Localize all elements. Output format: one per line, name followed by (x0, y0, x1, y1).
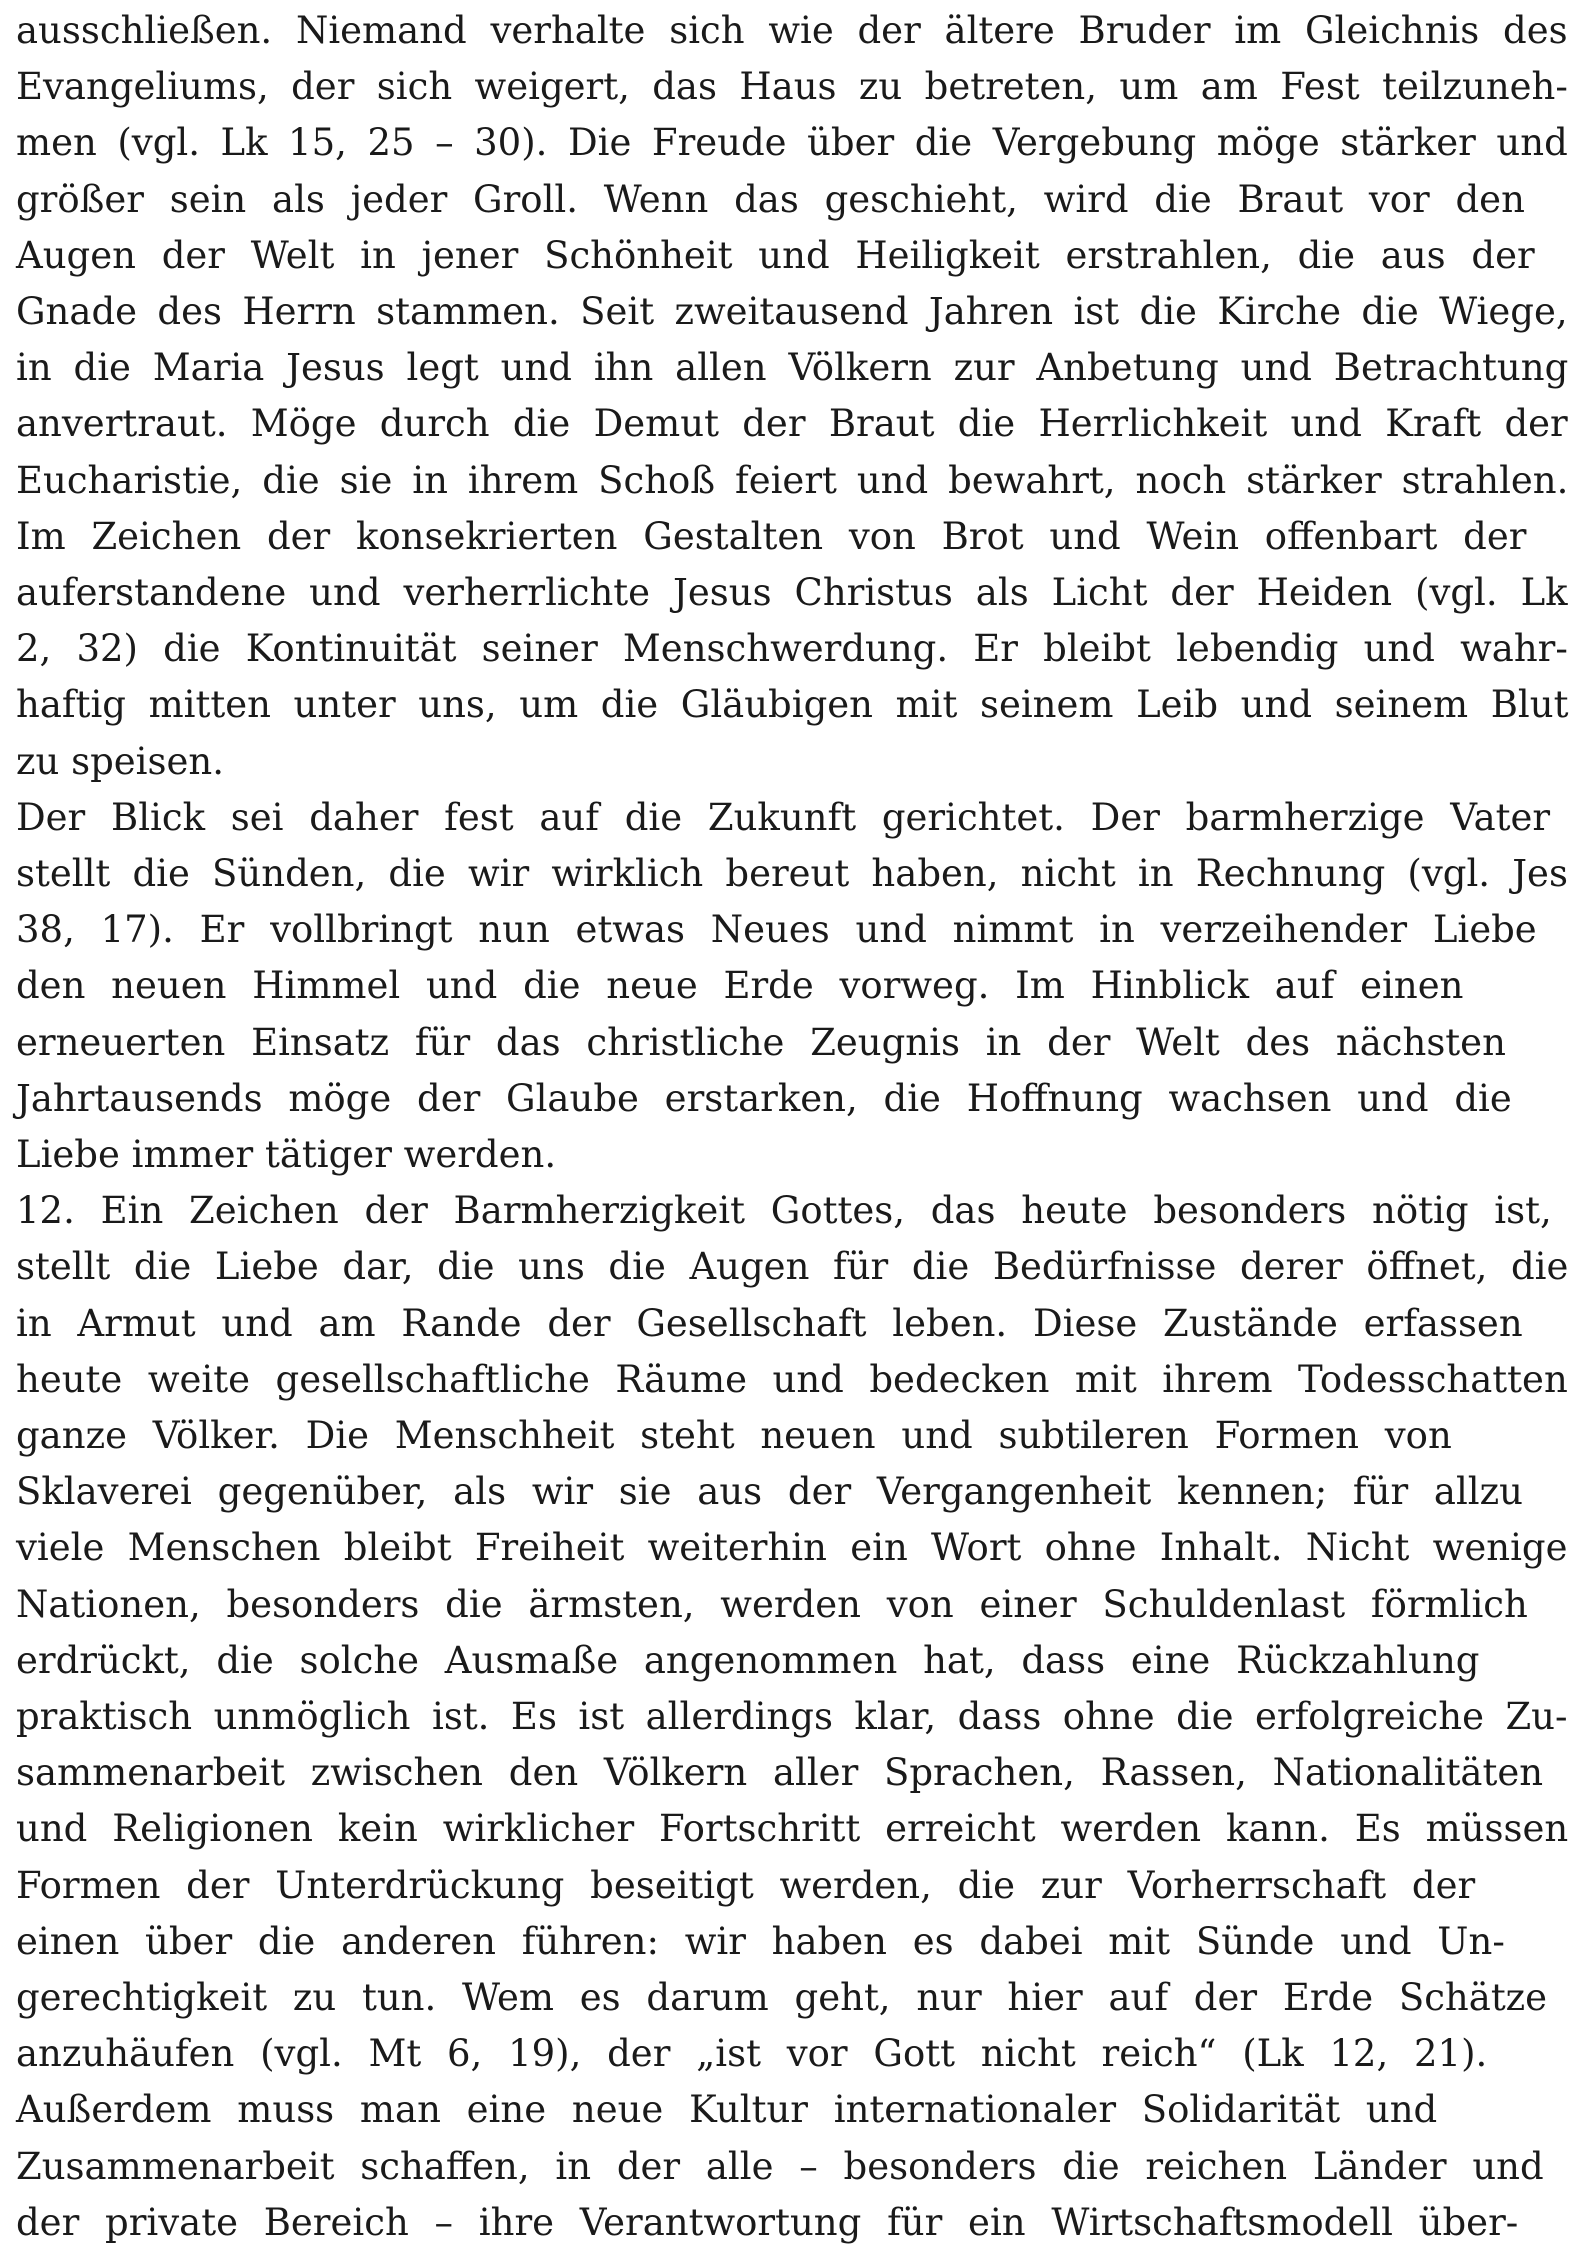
text-line: anvertraut. Möge durch die Demut der Braut die Herrlichkeit und Kraft der (16, 402, 1568, 446)
text-line: Augen der Welt in jener Schönheit und Heiligkeit erstrahlen, die aus der (16, 233, 1535, 277)
text-line: Formen der Unterdrückung beseitigt werden, die zur Vorherrschaft der (16, 1863, 1476, 1907)
text-line: stellt die Sünden, die wir wirklich bereut haben, nicht in Rechnung (vgl. Jes (16, 852, 1568, 895)
text-line: men (vgl. Lk 15, 25 – 30). Die Freude über die Vergebung möge stärker und (16, 121, 1568, 165)
text-line: Nationen, besonders die ärmsten, werden von einer Schuldenlast förmlich (16, 1582, 1528, 1626)
text-line: Im Zeichen der konsekrierten Gestalten von Brot und Wein offenbart der (16, 514, 1527, 558)
text-line: zu speisen. (16, 739, 224, 783)
text-line: 2, 32) die Kontinuität seiner Menschwerdung. Er bleibt lebendig und wahr- (16, 627, 1568, 671)
text-line: Zusammenarbeit schaffen, in der alle – besonders die reichen Länder und (16, 2144, 1544, 2188)
text-line: anzuhäufen (vgl. Mt 6, 19), der „ist vor Gott nicht reich“ (Lk 12, 21). (16, 2032, 1488, 2076)
text-line: 38, 17). Er vollbringt nun etwas Neues und nimmt in verzeihender Liebe (16, 908, 1537, 952)
text-line: Der Blick sei daher fest auf die Zukunft gerichtet. Der barmherzige Vater (16, 795, 1551, 839)
text-line: auferstandene und verherrlichte Jesus Christus als Licht der Heiden (vgl. Lk (16, 571, 1568, 614)
text-line: ausschließen. Niemand verhalte sich wie der ältere Bruder im Gleichnis des (16, 9, 1568, 52)
text-line: 12. Ein Zeichen der Barmherzigkeit Gottes, das heute besonders nötig ist, (16, 1189, 1552, 1233)
text-line: einen über die anderen führen: wir haben es dabei mit Sünde und Un- (16, 1919, 1505, 1963)
text-line: und Religionen kein wirklicher Fortschritt erreicht werden kann. Es müssen (16, 1807, 1569, 1851)
text-line: Außerdem muss man eine neue Kultur internationaler Solidarität und (16, 2088, 1438, 2132)
text-line: stellt die Liebe dar, die uns die Augen für die Bedürfnisse derer öffnet, die (16, 1245, 1569, 1289)
text-line: erdrückt, die solche Ausmaße angenommen hat, dass eine Rückzahlung (16, 1638, 1480, 1682)
text-line: Jahrtausends möge der Glaube erstarken, die Hoffnung wachsen und die (16, 1076, 1512, 1120)
text-line: heute weite gesellschaftliche Räume und bedecken mit ihrem Todesschatten (16, 1357, 1568, 1401)
text-line: in die Maria Jesus legt und ihn allen Völkern zur Anbetung und Betrachtung (16, 346, 1569, 390)
text-line: sammenarbeit zwischen den Völkern aller Sprachen, Rassen, Nationalitäten (16, 1751, 1544, 1795)
text-line: Liebe immer tätiger werden. (16, 1133, 557, 1176)
text-line: den neuen Himmel und die neue Erde vorweg. Im Hinblick auf einen (16, 964, 1464, 1008)
text-line: der private Bereich – ihre Verantwortung für ein Wirtschaftsmodell über- (16, 2200, 1519, 2244)
text-line: Sklaverei gegenüber, als wir sie aus der Vergangenheit kennen; für allzu (16, 1470, 1523, 1514)
text-line: in Armut und am Rande der Gesellschaft leben. Diese Zustände erfassen (16, 1301, 1523, 1345)
text-line: Eucharistie, die sie in ihrem Schoß feiert und bewahrt, noch stärker strahlen. (16, 458, 1569, 502)
text-line: ganze Völker. Die Menschheit steht neuen und subtileren Formen von (16, 1414, 1452, 1457)
text-line: größer sein als jeder Groll. Wenn das geschieht, wird die Braut vor den (16, 177, 1525, 221)
text-line: viele Menschen bleibt Freiheit weiterhin ein Wort ohne Inhalt. Nicht wenige (16, 1526, 1568, 1570)
text-line: haftig mitten unter uns, um die Gläubigen mit seinem Leib und seinem Blut (16, 683, 1569, 727)
text-line: Evangeliums, der sich weigert, das Haus zu betreten, um am Fest teilzuneh- (16, 65, 1568, 109)
text-line: Gnade des Herrn stammen. Seit zweitausend Jahren ist die Kirche die Wiege, (16, 290, 1568, 333)
text-line: erneuerten Einsatz für das christliche Zeugnis in der Welt des nächsten (16, 1020, 1506, 1064)
text-line: praktisch unmöglich ist. Es ist allerdings klar, dass ohne die erfolgreiche Zu- (16, 1695, 1568, 1738)
text-line: gerechtigkeit zu tun. Wem es darum geht, nur hier auf der Erde Schätze (16, 1976, 1548, 2019)
